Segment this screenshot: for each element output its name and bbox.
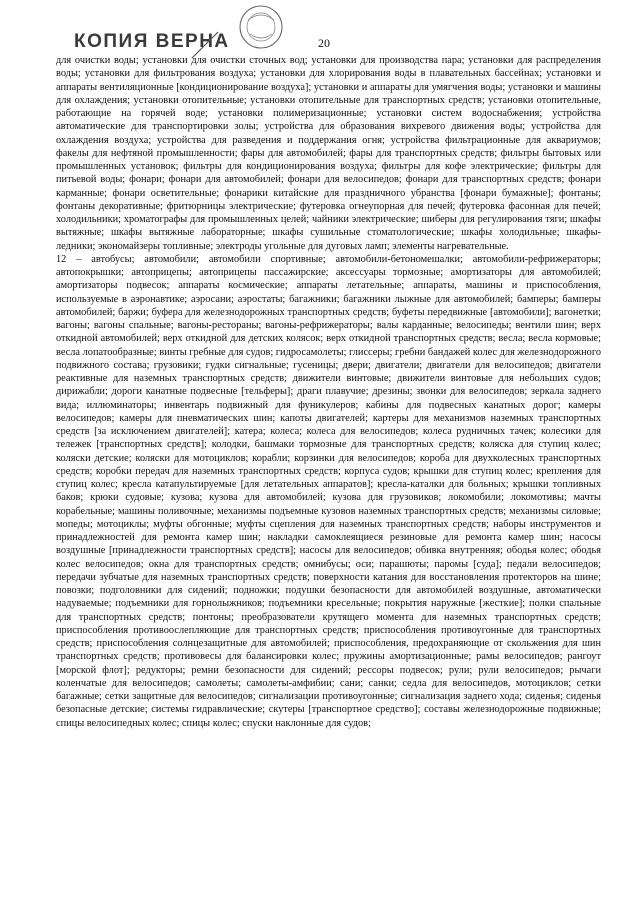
page-number: 20	[318, 36, 330, 50]
seal-stamp-icon	[238, 4, 284, 50]
paragraph-class-11-continued: для очистки воды; установки для очистки сточных вод; установки для производства пара; установки для распределения воды; установки для фильтрования воздуха; установки для хлорирования воды в плавательных бассейнах; установки и аппараты вентиляционные [кондиционирование воздуха]; установки и аппараты для умягчения воды; установки и машины для охлаждения; установки отопительные; установки отопительные для транспортных средств; установки отопительные, работающие на горячей воде; установки полимеризационные; установки систем водоснабжения; устройства автоматические для транспортировки золы; устройства для образования вихревого движения воды; устройства для охлаждения воздуха; устройства для разведения и поддержания огня; устройства фильтрационные для аквариумов; факелы для нефтяной промышленности; фары для автомобилей; фары для транспортных средств; фильтры бытовых или промышленных установок; фильтры для кондиционирования воздуха; фильтры для кофе электрические; фильтры для питьевой воды; фонари; фонари для автомобилей; фонари для велосипедов; фонари для транспортных средств; фонари карманные; фонари осветительные; фонарики китайские для праздничного убранства [фонари бумажные]; фонтаны; фонтаны декоративные; фритюрницы электрические; футеровка огнеупорная для печей; футеровка фасонная для печей; холодильники; хроматографы для промышленных целей; чайники электрические; шиберы для регулирования тяги; шкафы вытяжные; шкафы вытяжные лабораторные; шкафы сушильные стоматологические; шкафы холодильные; шкафы-ледники; экономайзеры топливные; электроды угольные для дуговых ламп; элементы нагревательные.	[56, 55, 601, 252]
body-text	[56, 54, 601, 730]
paragraph-class-12: 12 – автобусы; автомобили; автомобили спортивные; автомобили-бетономешалки; автомобили-рефрижераторы; автопокрышки; автоприцепы; автоприцепы пассажирские; аксессуары тормозные; амортизаторы для автомобилей; амортизаторы подвесок; аппараты космические; аппараты летательные; аппараты, машины и приспособления, используемые в аэронавтике; аэросани; аэростаты; багажники; багажники лыжные для автомобилей; бамперы; бамперы автомобилей; баржи; буфера для железнодорожных транспортных средств; буфеты передвижные [автомобили]; вагонетки; вагоны; вагоны спальные; вагоны-рестораны; вагоны-рефрижераторы; валы карданные; велосипеды; вентили шин; верх откидной автомобилей; верх откидной для детских колясок; верх откидной транспортных средств; весла; весла кормовые; весла лопатообразные; винты гребные для судов; гидросамолеты; глиссеры; гребни бандажей колес для железнодорожного подвижного состава; грузовики; гудки сигнальные; гусеницы; двери; двигатели; двигатели для велосипедов; двигатели реактивные для наземных транспортных средств; движители винтовые; движители винтовые для небольших судов; дирижабли; дороги канатные подвесные [тельферы]; драги плавучие; дрезины; звонки для велосипедов; зеркала заднего вида; иллюминаторы; инвентарь подвижный для фуникулеров; кабины для подвесных канатных дорог; камеры велосипедов; камеры для пневматических шин; капоты двигателей; картеры для механизмов наземных транспортных средств [за исключением двигателей]; катера; колеса; колеса для велосипедов; колеса рудничных тачек; колесики для тележек [транспортных средств]; колодки, башмаки тормозные для транспортных средств; коляска для ступиц колес; коляски детские; коляски для мотоциклов; корабли; корзинки для велосипедов; короба для двухколесных транспортных средств; коробки передач для наземных транспортных средств; корпуса судов; крышки для ступиц колес; крепления для ступиц колес; кресла катапультируемые [для летательных аппаратов]; кресла-каталки для больных; крышки топливных баков; крюки судовые; кузова; кузова для автомобилей; кузова для грузовиков; локомобили; локомотивы; мачты корабельные; машины поливочные; механизмы подъемные кузовов наземных транспортных средств; механизмы силовые; мопеды; мотоциклы; муфты обгонные; муфты сцепления для наземных транспортных средств; наборы инструментов и принадлежностей для ремонта камер шин; накладки самоклеящиеся резиновые для ремонта камер шин; насосы воздушные [принадлежности транспортных средств]; насосы для велосипедов; обивка внутренняя; ободья колес; ободья колес велосипедов; окна для транспортных средств; омнибусы; оси; парашюты; паромы [суда]; педали велосипедов; передачи зубчатые для наземных транспортных средств; поверхности катания для восстановления протекторов на шине; повозки; подголовники для сидений; подножки; подушки безопасности для автомобилей воздушные, автоматически надуваемые; подъемники для горнолыжников; подъемники кресельные; покрытия наружные [жесткие]; полки спальные для транспортных средств; понтоны; преобразователи крутящего момента для наземных транспортных средств; приспособления противоослепляющие для транспортных средств; приспособления противоугонные для транспортных средств; приспособления солнцезащитные для автомобилей; приспособления, предохраняющие от скольжения для шин транспортных средств; противовесы для балансировки колес; пружины амортизационные; рамы велосипедов; рангоут [морской флот]; редукторы; ремни безопасности для сидений; рессоры подвесок; рули; рули велосипедов; рычаги коленчатые для велосипедов; самолеты; самолеты-амфибии; сани; санки; седла для велосипедов, мотоциклов; сетки багажные; сетки защитные для велосипедов; сигнализации противоугонные; сигнализация заднего хода; сиденья; сиденья безопасные детские; системы гидравлические; скутеры [транспортное средство]; составы железнодорожные подвижные; спицы велосипедных колес; спицы колес; спуски наклонные для судов;	[56, 253, 601, 729]
copy-verified-stamp: КОПИЯ ВЕРНА	[74, 31, 230, 52]
